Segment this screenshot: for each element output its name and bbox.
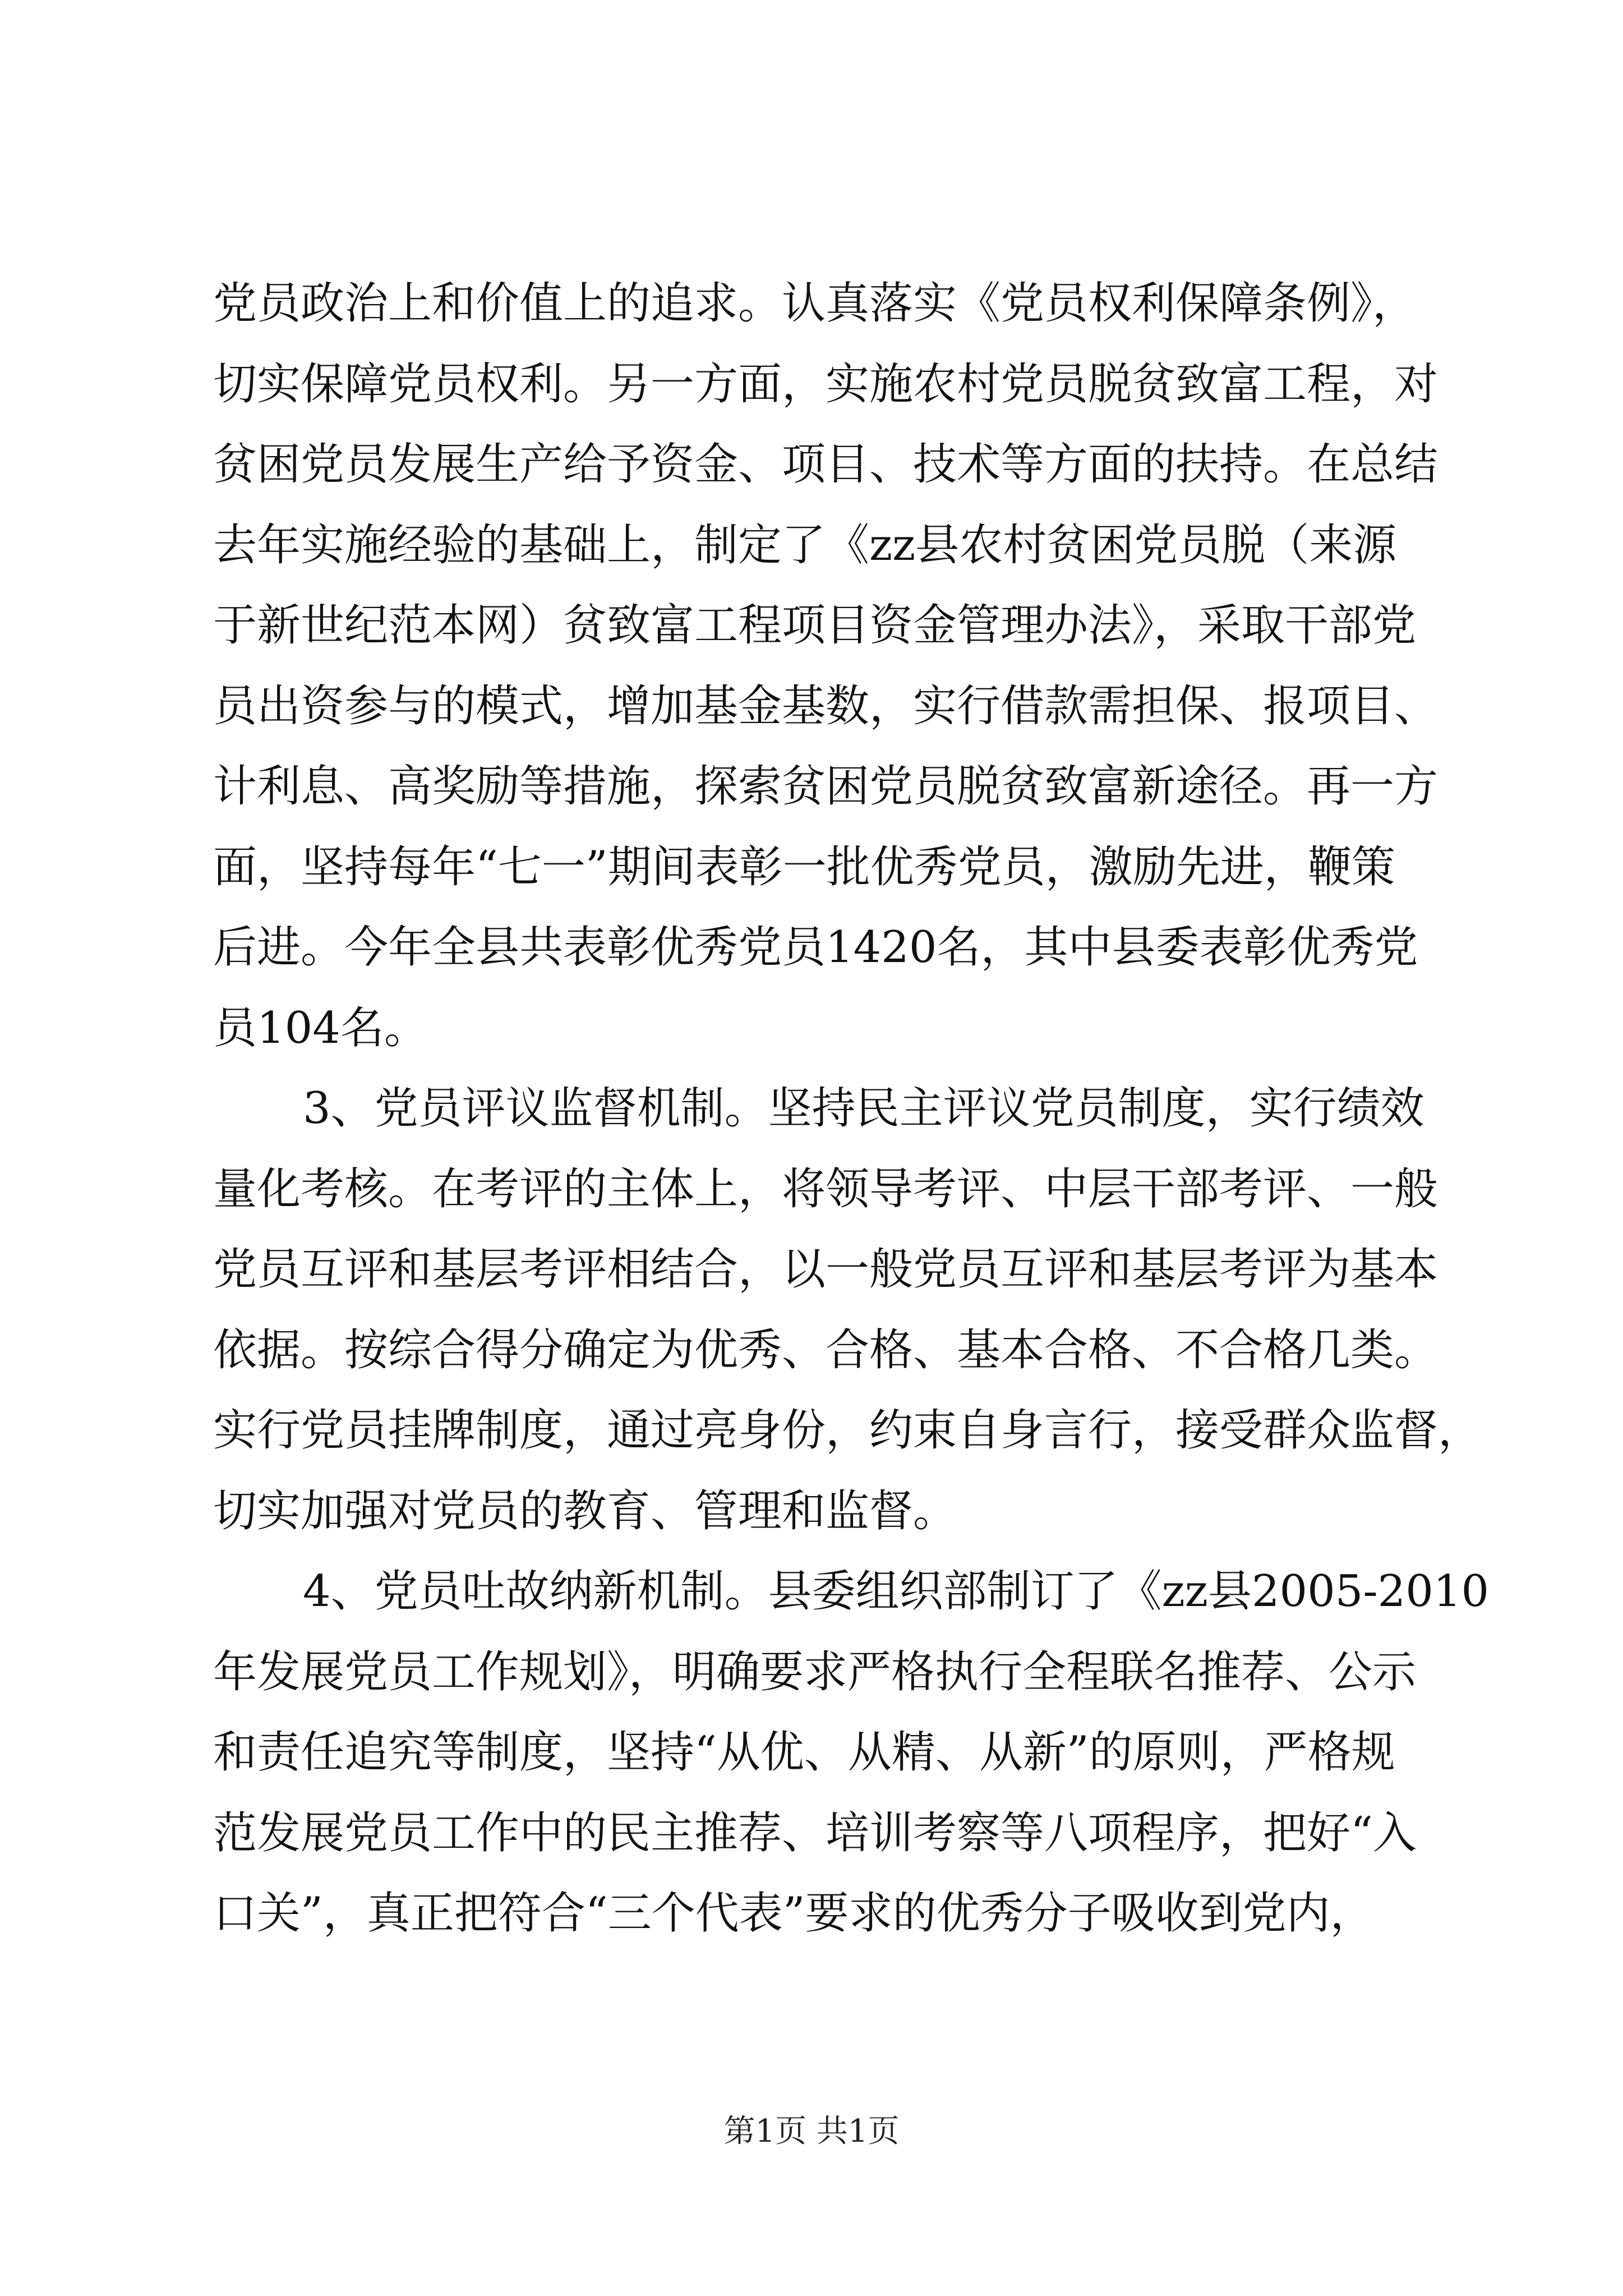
body-line: 量化考核。在考评的主体上，将领导考评、中层干部考评、一般 — [213, 1163, 1438, 1214]
body-line: 计利息、高奖励等措施，探索贫困党员脱贫致富新途径。再一方 — [213, 761, 1438, 812]
body-line: 于新世纪范本网）贫致富工程项目资金管理办法》，采取干部党 — [213, 600, 1417, 651]
body-line: 员104名。 — [213, 1002, 428, 1053]
body-line: 党员政治上和价值上的追求。认真落实《党员权利保障条例》， — [213, 278, 1417, 329]
document-body — [213, 264, 1490, 1954]
body-line: 党员互评和基层考评相结合，以一般党员互评和基层考评为基本 — [213, 1244, 1438, 1295]
body-line: 范发展党员工作中的民主推荐、培训考察等八项程序，把好“入 — [213, 1807, 1417, 1858]
body-line: 年发展党员工作规划》，明确要求严格执行全程联名推荐、公示 — [213, 1646, 1417, 1697]
body-line: 切实加强对党员的教育、管理和监督。 — [213, 1485, 957, 1536]
paragraph-start-line: 4、党员吐故纳新机制。县委组织部制订了《zz县2005-2010 — [303, 1566, 1490, 1617]
body-line: 员出资参与的模式，增加基金基数，实行借款需担保、报项目、 — [213, 680, 1438, 731]
body-line: 实行党员挂牌制度，通过亮身份，约束自身言行，接受群众监督， — [213, 1405, 1482, 1456]
body-line: 贫困党员发展生产给予资金、项目、技术等方面的扶持。在总结 — [213, 439, 1438, 490]
body-line: 面，坚持每年“七一”期间表彰一批优秀党员，激励先进，鞭策 — [213, 841, 1395, 892]
body-line: 去年实施经验的基础上，制定了《zz县农村贫困党员脱（来源 — [213, 519, 1397, 570]
body-line: 口关”，真正把符合“三个代表”要求的优秀分子吸收到党内， — [213, 1888, 1374, 1939]
body-line: 切实保障党员权利。另一方面，实施农村党员脱贫致富工程，对 — [213, 358, 1438, 409]
paragraph-start-line: 3、党员评议监督机制。坚持民主评议党员制度，实行绩效 — [303, 1083, 1424, 1134]
page-footer: 第1页 共1页 — [723, 2113, 900, 2150]
body-line: 依据。按综合得分确定为优秀、合格、基本合格、不合格几类。 — [213, 1324, 1438, 1375]
body-line: 和责任追究等制度，坚持“从优、从精、从新”的原则，严格规 — [213, 1727, 1395, 1778]
body-line: 后进。今年全县共表彰优秀党员1420名，其中县委表彰优秀党 — [213, 922, 1418, 973]
